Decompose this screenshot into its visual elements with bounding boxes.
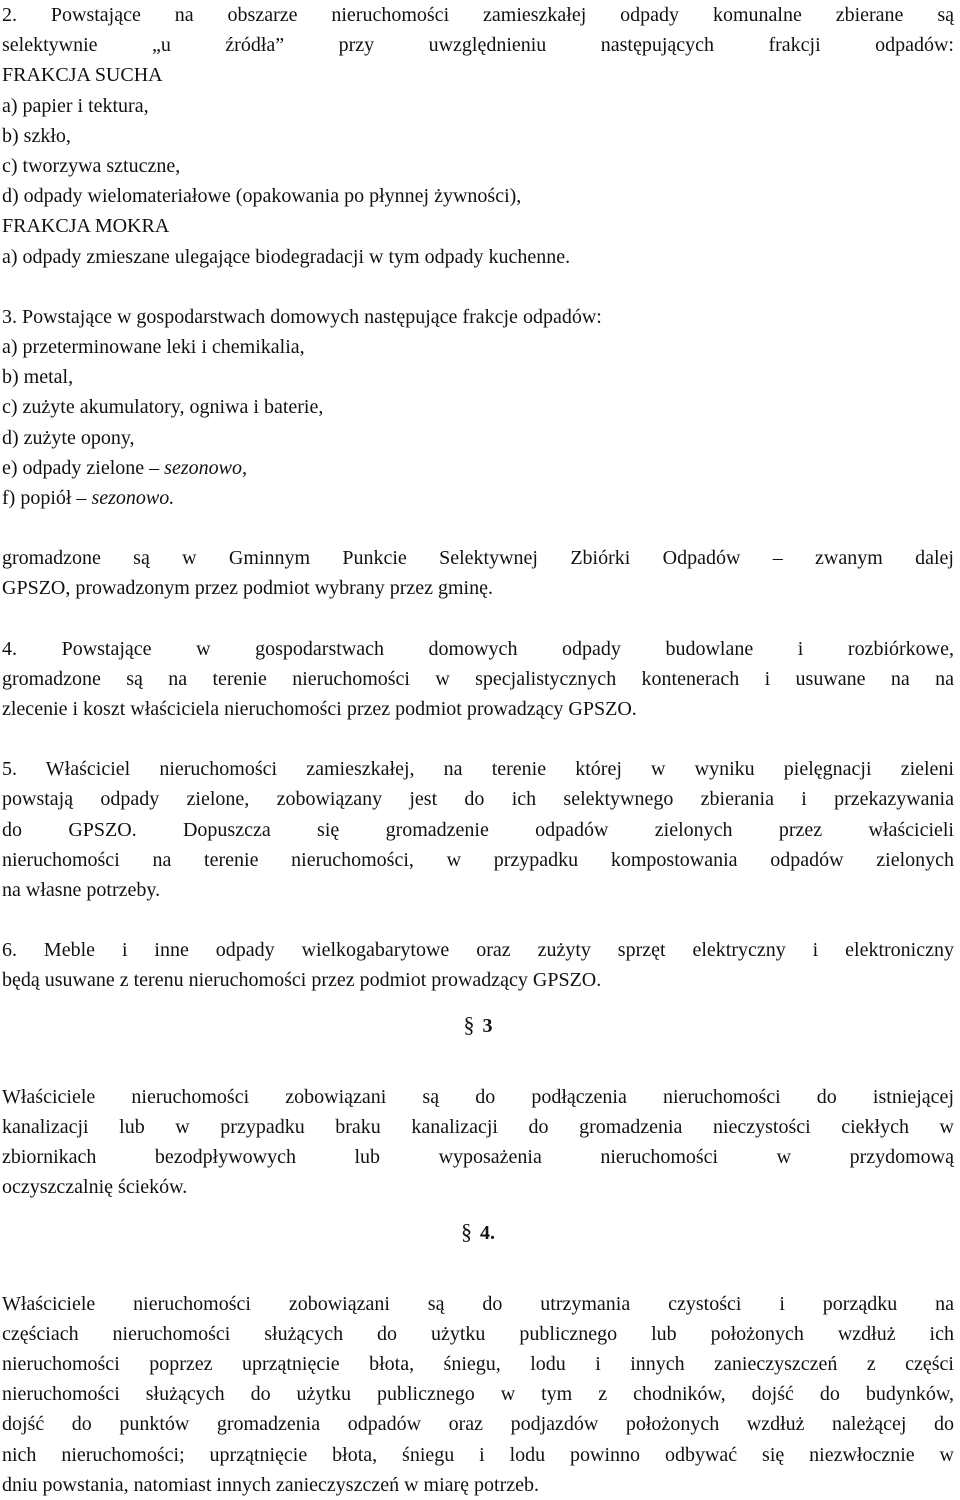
- spacer: [2, 724, 954, 754]
- gpszo-paragraph-line: gromadzone są w Gminnym Punkcie Selektywnej Zbiórki Odpadów – zwanym dalej: [2, 547, 954, 570]
- list-item: a) przeterminowane leki i chemikalia,: [2, 336, 305, 359]
- spacer: [2, 604, 954, 634]
- item-note: sezonowo,: [164, 456, 247, 479]
- point-5: [2, 754, 954, 905]
- spacer: [2, 905, 954, 935]
- section-3-body: [2, 1082, 954, 1203]
- spacer: [2, 1261, 954, 1289]
- paragraph-line: powstają odpady zielone, zobowiązany jest do ich selektywnego zbierania i przekazywania: [2, 788, 954, 811]
- item-note: sezonowo.: [91, 487, 175, 510]
- list-item: c) zużyte akumulatory, ogniwa i baterie,: [2, 396, 324, 419]
- list-item: c) tworzywa sztuczne,: [2, 155, 181, 178]
- point-6: [2, 935, 954, 995]
- paragraph-line: częściach nieruchomości służących do użytku publicznego lub położonych wzdłuż ich: [2, 1322, 954, 1345]
- paragraph-line: na własne potrzeby.: [2, 879, 161, 902]
- paragraph-line: dojść do punktów gromadzenia odpadów oraz podjazdów położonych wzdłuż należącej do: [2, 1413, 954, 1436]
- paragraph-line: zlecenie i koszt właściciela nieruchomości przez podmiot prowadzący GPSZO.: [2, 698, 637, 721]
- list-item: [2, 483, 954, 513]
- item-text: e) odpady zielone –: [2, 456, 165, 479]
- paragraph-line: gromadzone są na terenie nieruchomości w specjalistycznych kontenerach i usuwane na na: [2, 667, 954, 690]
- point-2-line: selektywnie „u źródła” przy uwzględnieniu następujących frakcji odpadów:: [2, 34, 954, 57]
- section-symbol: §: [461, 1218, 472, 1244]
- paragraph-line: 4. Powstające w gospodarstwach domowych odpady budowlane i rozbiórkowe,: [2, 637, 954, 660]
- section-heading-4: [2, 1203, 954, 1261]
- section-4-body: [2, 1289, 954, 1500]
- point-2-line: 2. Powstające na obszarze nieruchomości zamieszkałej odpady komunalne zbierane są: [2, 4, 954, 26]
- list-item: b) szkło,: [2, 124, 71, 147]
- paragraph-line: będą usuwane z terenu nieruchomości przez podmiot prowadzący GPSZO.: [2, 969, 602, 992]
- fraction-heading: FRAKCJA SUCHA: [2, 64, 163, 87]
- document-page: [2, 0, 954, 1500]
- paragraph-line: do GPSZO. Dopuszcza się gromadzenie odpadów zielonych przez właścicieli: [2, 818, 954, 841]
- list-item: d) odpady wielomateriałowe (opakowania po płynnej żywności),: [2, 185, 522, 208]
- list-item: b) metal,: [2, 366, 74, 389]
- spacer: [2, 513, 954, 543]
- section-number: 3: [482, 1014, 493, 1037]
- paragraph-line: kanalizacji lub w przypadku braku kanalizacji do gromadzenia nieczystości ciekłych w: [2, 1115, 954, 1138]
- paragraph-line: dniu powstania, natomiast innych zanieczyszczeń w miarę potrzeb.: [2, 1473, 540, 1496]
- point-2: [2, 0, 954, 272]
- section-number: 4.: [480, 1221, 495, 1244]
- list-item: d) zużyte opony,: [2, 426, 135, 449]
- paragraph-line: Właściciele nieruchomości zobowiązani są do podłączenia nieruchomości do istniejącej: [2, 1085, 954, 1108]
- paragraph-line: nieruchomości na terenie nieruchomości, w przypadku kompostowania odpadów zielonych: [2, 848, 954, 871]
- gpszo-paragraph-line: GPSZO, prowadzonym przez podmiot wybrany przez gminę.: [2, 577, 493, 600]
- point-3-intro: 3. Powstające w gospodarstwach domowych następujące frakcje odpadów:: [2, 305, 602, 328]
- list-item: a) odpady zmieszane ulegające biodegradacji w tym odpady kuchenne.: [2, 245, 571, 268]
- spacer: [2, 272, 954, 302]
- paragraph-line: 6. Meble i inne odpady wielkogabarytowe oraz zużyty sprzęt elektryczny i elektroniczny: [2, 939, 954, 962]
- paragraph-line: 5. Właściciel nieruchomości zamieszkałej, na terenie której w wyniku pielęgnacji zieleni: [2, 758, 954, 781]
- point-3: [2, 302, 954, 604]
- point-4: [2, 634, 954, 725]
- paragraph-line: nich nieruchomości; uprzątnięcie błota, śniegu i lodu powinno odbywać się niezwłocznie w: [2, 1443, 954, 1466]
- list-item: [2, 453, 954, 483]
- paragraph-line: nieruchomości poprzez uprzątnięcie błota, śniegu, lodu i innych zanieczyszczeń z części: [2, 1352, 954, 1375]
- list-item: a) papier i tektura,: [2, 94, 149, 117]
- section-heading-3: [2, 996, 954, 1054]
- spacer: [2, 1054, 954, 1082]
- paragraph-line: oczyszczalnię ścieków.: [2, 1176, 188, 1199]
- paragraph-line: zbiornikach bezodpływowych lub wyposażenia nieruchomości w przydomową: [2, 1146, 954, 1169]
- fraction-heading: FRAKCJA MOKRA: [2, 215, 170, 238]
- paragraph-line: nieruchomości służących do użytku publicznego w tym z chodników, dojść do budynków,: [2, 1383, 954, 1406]
- paragraph-line: Właściciele nieruchomości zobowiązani są do utrzymania czystości i porządku na: [2, 1292, 954, 1315]
- section-symbol: §: [463, 1011, 475, 1037]
- item-text: f) popiół –: [2, 487, 92, 510]
